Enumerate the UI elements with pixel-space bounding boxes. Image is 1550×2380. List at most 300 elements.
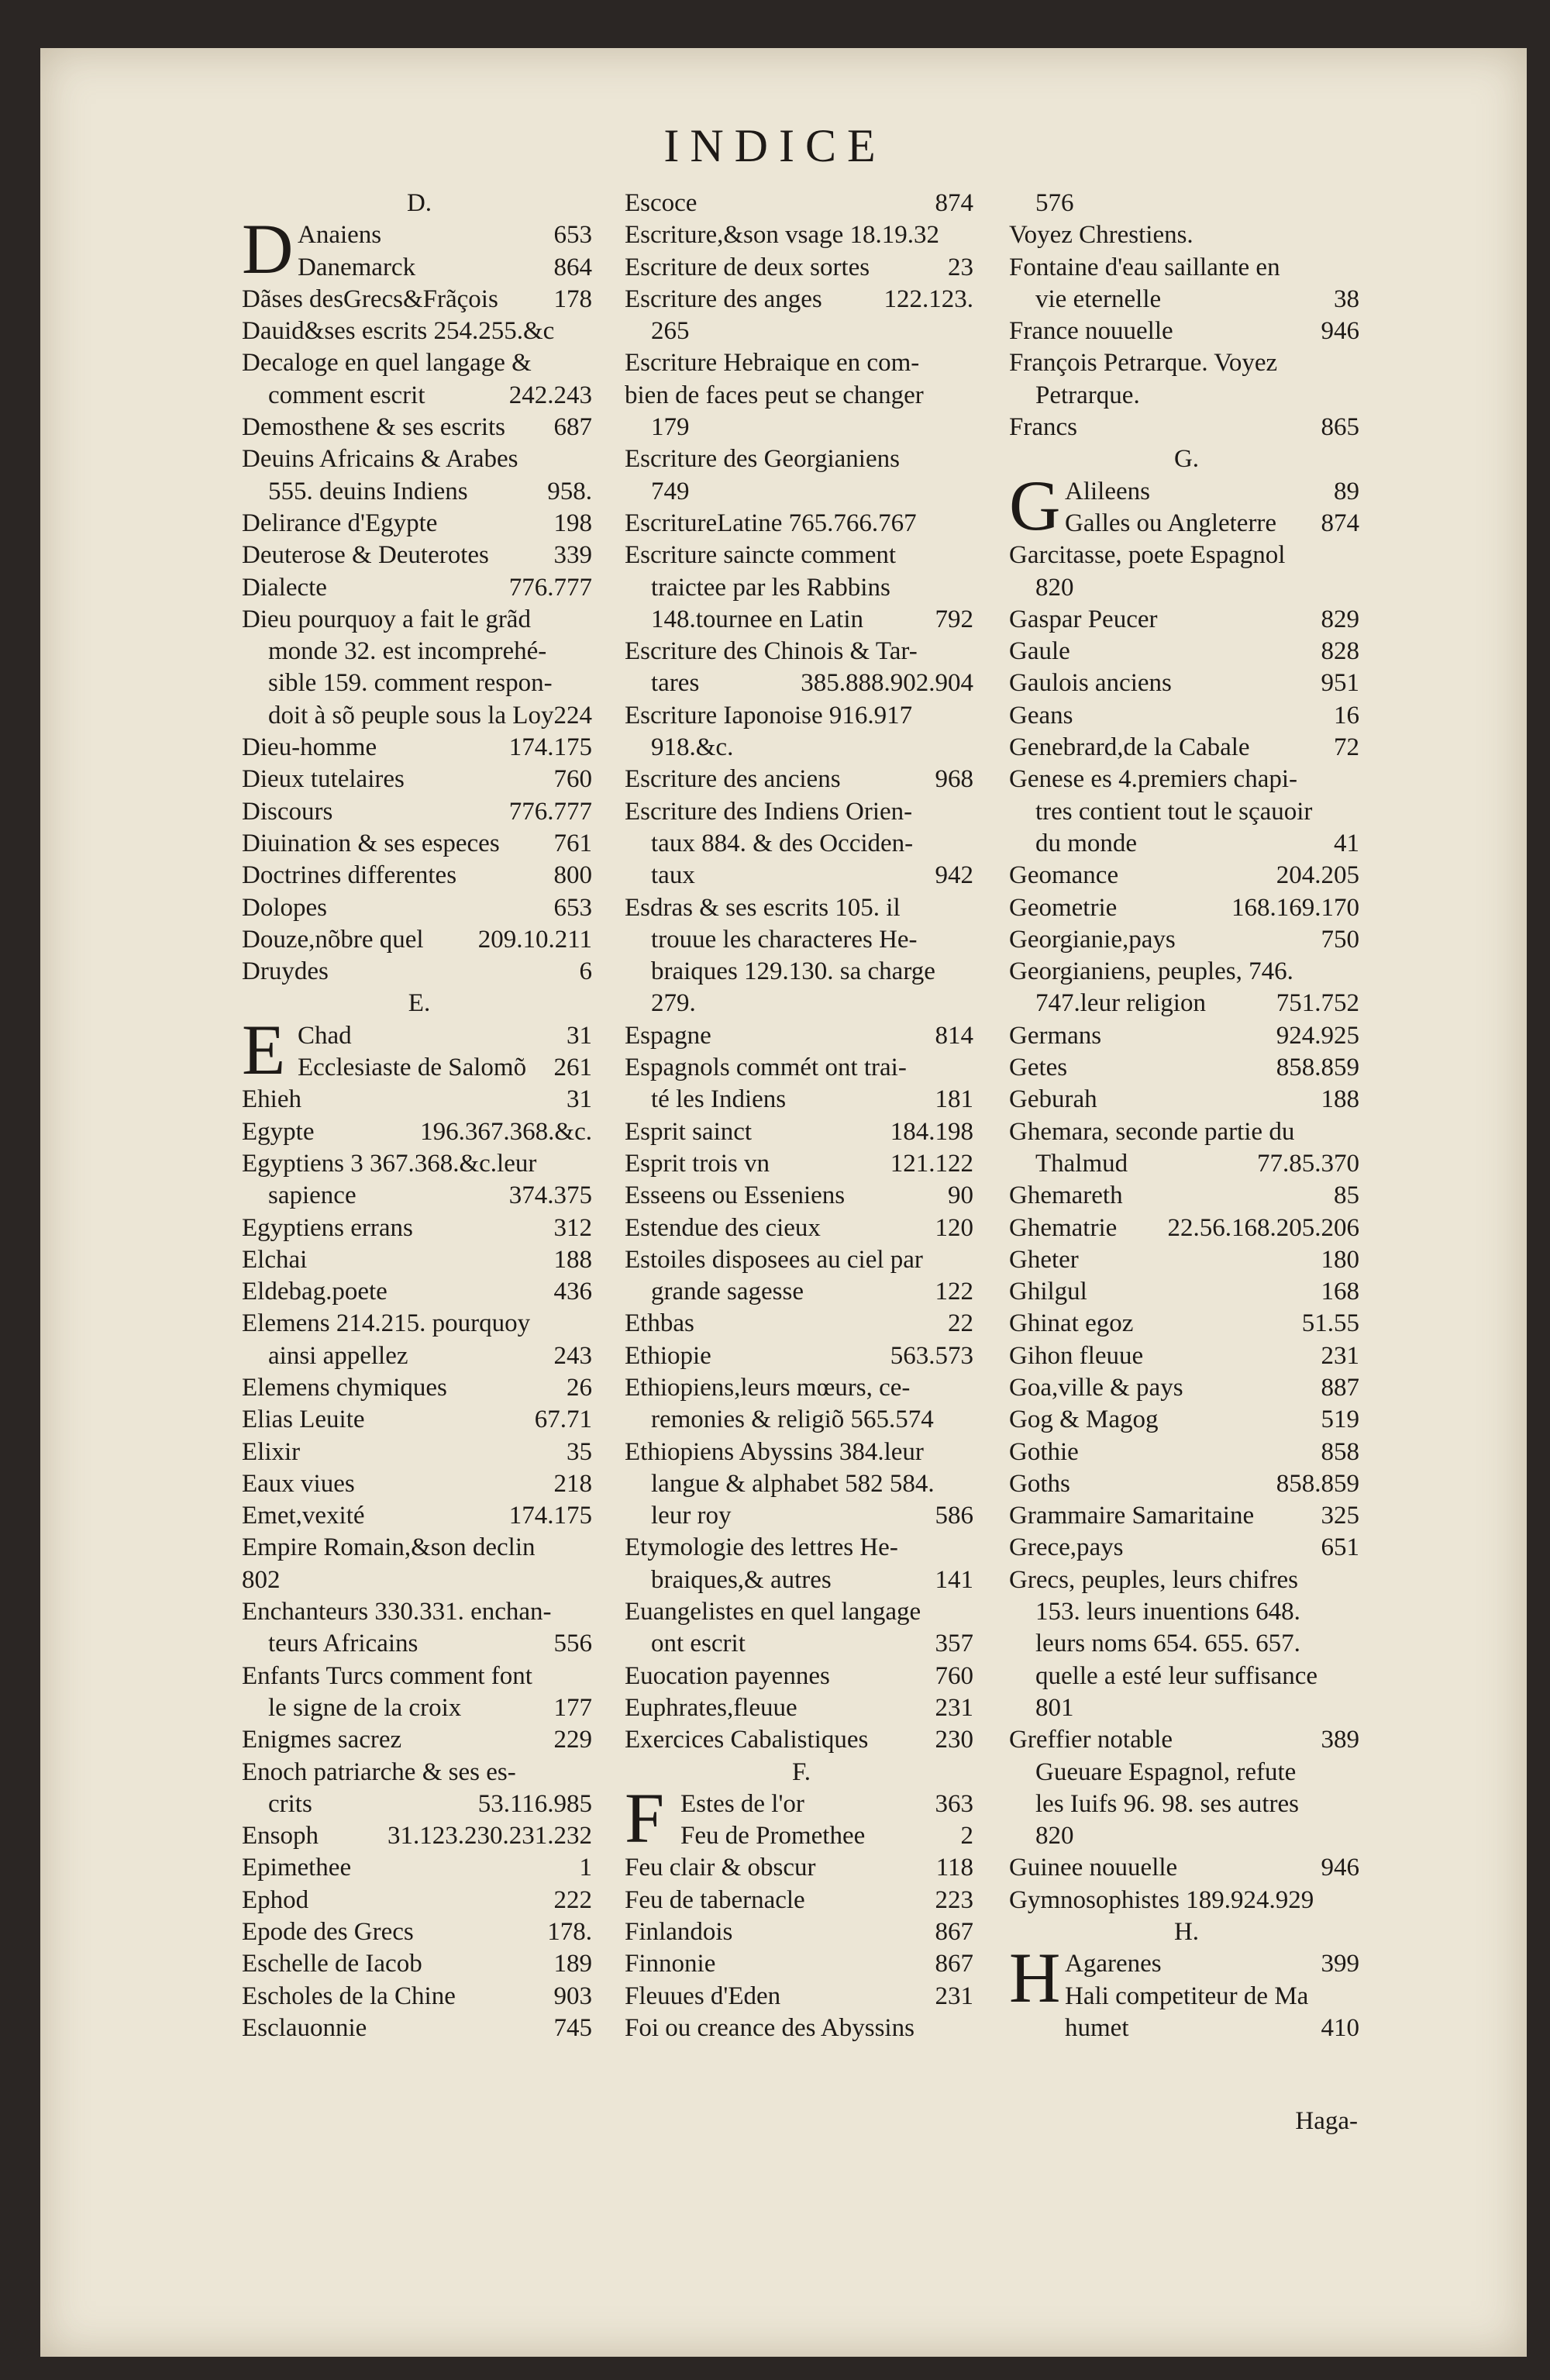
entry-term: Genese es 4.premiers chapi- xyxy=(1009,765,1298,794)
index-entry xyxy=(242,1757,597,1788)
entry-term: Eschelle de Iacob xyxy=(242,1950,422,1978)
index-entry xyxy=(242,1948,597,1980)
page-title: INDICE xyxy=(663,120,887,171)
index-entry xyxy=(1009,1724,1364,1756)
index-entry xyxy=(242,1052,597,1084)
index-entry xyxy=(242,1564,597,1596)
entry-term: Esdras & ses escrits 105. il xyxy=(625,893,901,922)
entry-page-ref: 858.859 xyxy=(1276,1054,1359,1082)
entry-page-ref: 363 xyxy=(935,1789,973,1818)
entry-term: France nouuelle xyxy=(1009,317,1173,346)
entry-page-ref: 924.925 xyxy=(1276,1021,1359,1050)
entry-term: Eaux viues xyxy=(242,1469,355,1498)
entry-term: Escriture des Chinois & Tar- xyxy=(625,637,918,666)
index-entry xyxy=(242,508,597,540)
index-entry xyxy=(625,924,978,956)
index-entry xyxy=(1009,1981,1364,2013)
entry-page-ref: 120 xyxy=(935,1213,973,1242)
section-heading: H. xyxy=(1173,1918,1200,1947)
entry-term: Galles ou Angleterre xyxy=(1065,509,1277,537)
entry-term: Espagnols commét ont trai- xyxy=(625,1054,907,1082)
index-entry xyxy=(1009,347,1364,379)
entry-term: Euphrates,fleuue xyxy=(625,1693,797,1722)
index-entry xyxy=(242,1724,597,1756)
entry-page-ref: 174.175 xyxy=(508,733,592,762)
entry-term: trouue les characteres He- xyxy=(651,925,918,954)
entry-page-ref: 968 xyxy=(935,765,973,794)
entry-page-ref: 867 xyxy=(935,1950,973,1978)
entry-term: Dieu pourquoy a fait le grãd xyxy=(242,605,531,633)
index-entry xyxy=(625,1212,978,1244)
index-entry xyxy=(242,764,597,795)
entry-page-ref: 951 xyxy=(1321,669,1359,698)
index-entry xyxy=(625,988,978,1019)
entry-term: Elias Leuite xyxy=(242,1406,365,1434)
entry-term: doit à sõ peuple sous la Loy xyxy=(268,701,554,730)
index-entry xyxy=(1009,1404,1364,1436)
entry-term: langue & alphabet 582 584. xyxy=(651,1469,935,1498)
index-entry xyxy=(1009,1564,1364,1596)
index-entry xyxy=(1009,1885,1364,1916)
entry-term: Diuination & ses especes xyxy=(242,829,500,857)
entry-term: 576 xyxy=(1035,189,1074,217)
entry-page-ref: 53.116.985 xyxy=(477,1789,592,1818)
entry-term: Grammaire Samaritaine xyxy=(1009,1502,1255,1530)
entry-page-ref: 436 xyxy=(553,1278,592,1306)
entry-page-ref: 751.752 xyxy=(1276,989,1359,1018)
entry-page-ref: 389 xyxy=(1321,1726,1359,1754)
entry-term: Deuins Africains & Arabes xyxy=(242,445,518,474)
entry-term: Discours xyxy=(242,797,333,826)
entry-page-ref: 761 xyxy=(553,829,592,857)
entry-term: Exercices Cabalistiques xyxy=(625,1726,869,1754)
index-entry: G Alileens 89 xyxy=(1009,465,1359,545)
index-entry xyxy=(625,1020,978,1052)
index-entry xyxy=(1009,732,1364,764)
index-entry xyxy=(242,1276,597,1308)
entry-term: Alileens xyxy=(1065,477,1150,505)
index-entry xyxy=(1009,1437,1364,1468)
index-entry xyxy=(625,1852,978,1884)
entry-term: Grece,pays xyxy=(1009,1533,1124,1562)
index-entry xyxy=(625,860,978,892)
entry-term: sapience xyxy=(268,1181,356,1210)
entry-term: 265 xyxy=(651,317,690,346)
entry-page-ref: 760 xyxy=(553,765,592,794)
entry-page-ref: 31 xyxy=(567,1085,592,1114)
index-entry xyxy=(1009,540,1364,571)
entry-page-ref: 867 xyxy=(935,1918,973,1947)
entry-page-ref: 563.573 xyxy=(890,1341,973,1370)
entry-page-ref: 180 xyxy=(1321,1245,1359,1274)
index-entry xyxy=(242,540,597,571)
index-entry xyxy=(242,252,597,284)
index-entry xyxy=(1009,412,1364,443)
entry-term: Danemarck xyxy=(298,253,416,281)
index-entry xyxy=(1009,1757,1364,1788)
entry-term: crits xyxy=(268,1789,312,1818)
entry-term: Gihon fleuue xyxy=(1009,1341,1144,1370)
entry-page-ref: 687 xyxy=(553,413,592,442)
entry-page-ref: 141 xyxy=(935,1565,973,1594)
entry-term: Ecclesiaste de Salomõ xyxy=(298,1054,527,1082)
entry-term: Gog & Magog xyxy=(1009,1406,1159,1434)
entry-term: Egypte xyxy=(242,1117,315,1146)
entry-term: Fleuues d'Eden xyxy=(625,1982,781,2010)
entry-term: Escoce xyxy=(625,189,698,217)
index-entry xyxy=(1009,572,1364,604)
entry-term: Hali competiteur de Ma xyxy=(1065,1982,1309,2010)
entry-page-ref: 243 xyxy=(553,1341,592,1370)
entry-term: Ghemareth xyxy=(1009,1181,1123,1210)
index-entry xyxy=(625,636,978,667)
index-entry xyxy=(625,1981,978,2013)
index-entry xyxy=(242,412,597,443)
index-entry xyxy=(1009,1596,1364,1628)
entry-term: Finnonie xyxy=(625,1950,716,1978)
entry-page-ref: 118 xyxy=(935,1854,973,1882)
index-entry xyxy=(625,667,978,699)
entry-page-ref: 188 xyxy=(1321,1085,1359,1114)
entry-term: Egyptiens errans xyxy=(242,1213,413,1242)
index-entry xyxy=(1009,219,1364,251)
entry-term: Escriture des anciens xyxy=(625,765,841,794)
entry-page-ref: 556 xyxy=(553,1630,592,1658)
entry-page-ref: 121.122 xyxy=(890,1149,973,1178)
entry-term: Fontaine d'eau saillante en xyxy=(1009,253,1280,281)
entry-term: leurs noms 654. 655. 657. xyxy=(1035,1630,1300,1658)
index-entry xyxy=(1009,188,1364,219)
entry-term: Enfants Turcs comment font xyxy=(242,1661,532,1690)
entry-page-ref: 760 xyxy=(935,1661,973,1690)
index-entry xyxy=(242,1628,597,1660)
entry-page-ref: 189 xyxy=(553,1950,592,1978)
entry-page-ref: 230 xyxy=(935,1726,973,1754)
entry-term: Esclauonnie xyxy=(242,2013,367,2042)
entry-term: Ethbas xyxy=(625,1309,694,1338)
entry-term: comment escrit xyxy=(268,381,425,409)
entry-term: Getes xyxy=(1009,1054,1068,1082)
entry-term: Goths xyxy=(1009,1469,1070,1498)
index-entry xyxy=(1009,828,1364,860)
index-entry xyxy=(625,572,978,604)
index-entry xyxy=(1009,1244,1364,1276)
entry-term: Georgianiens, peuples, 746. xyxy=(1009,957,1293,986)
index-entry xyxy=(1009,1532,1364,1564)
entry-term: Enigmes sacrez xyxy=(242,1726,402,1754)
entry-page-ref: 222 xyxy=(553,1885,592,1914)
index-entry xyxy=(1009,1372,1364,1404)
entry-term: 747.leur religion xyxy=(1035,989,1206,1018)
entry-term: Garcitasse, poete Espagnol xyxy=(1009,541,1286,570)
index-entry xyxy=(625,1596,978,1628)
entry-term: ainsi appellez xyxy=(268,1341,408,1370)
index-entry xyxy=(1009,892,1364,924)
entry-term: Feu clair & obscur xyxy=(625,1854,816,1882)
index-entry xyxy=(1009,1084,1364,1116)
entry-term: Druydes xyxy=(242,957,329,986)
index-entry xyxy=(625,219,978,251)
index-entry xyxy=(625,700,978,732)
entry-term: 279. xyxy=(651,989,696,1018)
entry-term: Escriture,&son vsage 18.19.32 xyxy=(625,221,940,250)
entry-page-ref: 814 xyxy=(935,1021,973,1050)
entry-page-ref: 231 xyxy=(935,1693,973,1722)
index-entry xyxy=(1009,604,1364,636)
entry-page-ref: 357 xyxy=(935,1630,973,1658)
entry-page-ref: 188 xyxy=(553,1245,592,1274)
index-entry xyxy=(625,508,978,540)
entry-term: Agarenes xyxy=(1065,1950,1162,1978)
section-heading: D. xyxy=(406,189,432,217)
entry-page-ref: 828 xyxy=(1321,637,1359,666)
entry-term: Esprit trois vn xyxy=(625,1149,770,1178)
index-entry: H Agarenes 399 xyxy=(1009,1938,1359,2018)
entry-page-ref: 181 xyxy=(935,1085,973,1114)
entry-page-ref: 745 xyxy=(553,2013,592,2042)
entry-term: teurs Africains xyxy=(268,1630,418,1658)
entry-term: Escriture des Georgianiens xyxy=(625,445,900,474)
entry-term: Ethiopiens Abyssins 384.leur xyxy=(625,1437,924,1466)
entry-term: Chad xyxy=(298,1021,352,1050)
section-heading: F. xyxy=(792,1757,811,1786)
entry-page-ref: 653 xyxy=(553,221,592,250)
entry-page-ref: 178. xyxy=(547,1918,592,1947)
entry-page-ref: 67.71 xyxy=(534,1406,592,1434)
index-entry xyxy=(625,828,978,860)
entry-page-ref: 41 xyxy=(1334,829,1359,857)
entry-term: Epode des Grecs xyxy=(242,1918,414,1947)
entry-term: vie eternelle xyxy=(1035,285,1162,313)
index-entry xyxy=(242,1212,597,1244)
index-entry xyxy=(242,1404,597,1436)
index-entry xyxy=(625,347,978,379)
index-entry xyxy=(242,604,597,636)
index-entry xyxy=(1009,860,1364,892)
entry-term: quelle a esté leur suffisance xyxy=(1035,1661,1318,1690)
entry-page-ref: 586 xyxy=(935,1502,973,1530)
entry-term: Demosthene & ses escrits xyxy=(242,413,506,442)
index-entry xyxy=(242,1084,597,1116)
entry-term: tres contient tout le sçauoir xyxy=(1035,797,1313,826)
entry-page-ref: 874 xyxy=(935,189,973,217)
index-entry xyxy=(1009,764,1364,795)
entry-page-ref: 339 xyxy=(553,541,592,570)
index-entry xyxy=(625,892,978,924)
entry-page-ref: 776.777 xyxy=(508,573,592,602)
index-entry xyxy=(1009,636,1364,667)
index-entry xyxy=(1009,2013,1364,2044)
entry-page-ref: 224 xyxy=(553,701,592,730)
index-entry xyxy=(242,700,597,732)
index-entry xyxy=(1009,1116,1364,1148)
index-entry: D Anaiens 653 xyxy=(242,209,592,289)
entry-page-ref: 410 xyxy=(1321,2013,1359,2042)
entry-page-ref: 23 xyxy=(948,253,973,281)
entry-page-ref: 399 xyxy=(1321,1950,1359,1978)
entry-page-ref: 651 xyxy=(1321,1533,1359,1562)
entry-term: les Iuifs 96. 98. ses autres xyxy=(1035,1789,1300,1818)
entry-term: Eldebag.poete xyxy=(242,1278,388,1306)
index-column-3 xyxy=(1009,188,1364,2044)
index-entry xyxy=(625,1404,978,1436)
entry-term: 148.tournee en Latin xyxy=(651,605,863,633)
entry-term: 153. leurs inuentions 648. xyxy=(1035,1598,1300,1626)
entry-page-ref: 958. xyxy=(547,477,592,505)
entry-page-ref: 218 xyxy=(553,1469,592,1498)
entry-page-ref: 38 xyxy=(1334,285,1359,313)
index-entry xyxy=(242,924,597,956)
index-entry xyxy=(625,764,978,795)
index-entry xyxy=(242,1148,597,1180)
entry-term: Escriture des Indiens Orien- xyxy=(625,797,913,826)
entry-term: Espagne xyxy=(625,1021,711,1050)
entry-term: Gaulois anciens xyxy=(1009,669,1172,698)
index-entry xyxy=(1009,988,1364,1019)
index-entry xyxy=(242,316,597,347)
entry-page-ref: 51.55 xyxy=(1301,1309,1359,1338)
entry-term: Finlandois xyxy=(625,1918,733,1947)
entry-term: Dãses desGrecs&Frãçois xyxy=(242,285,498,313)
entry-term: Ghematrie xyxy=(1009,1213,1118,1242)
entry-term: Ephod xyxy=(242,1885,309,1914)
entry-term: Elemens 214.215. pourquoy xyxy=(242,1309,531,1338)
entry-page-ref: 1 xyxy=(579,1854,592,1882)
entry-page-ref: 209.10.211 xyxy=(477,925,592,954)
index-entry xyxy=(242,956,597,988)
index-entry xyxy=(242,1692,597,1724)
entry-term: Esprit sainct xyxy=(625,1117,753,1146)
entry-page-ref: 903 xyxy=(553,1982,592,2010)
index-entry xyxy=(242,828,597,860)
index-entry xyxy=(625,1948,978,1980)
section-heading: G. xyxy=(1173,445,1200,474)
entry-page-ref: 374.375 xyxy=(508,1181,592,1210)
index-entry xyxy=(242,732,597,764)
index-entry xyxy=(625,1468,978,1500)
entry-term: Delirance d'Egypte xyxy=(242,509,438,537)
entry-term: 802 xyxy=(242,1565,281,1594)
index-entry xyxy=(625,1661,978,1692)
entry-term: Feu de tabernacle xyxy=(625,1885,805,1914)
entry-page-ref: 72 xyxy=(1334,733,1359,762)
entry-term: Ehieh xyxy=(242,1085,301,1114)
entry-term: du monde xyxy=(1035,829,1138,857)
entry-term: Geburah xyxy=(1009,1085,1097,1114)
entry-term: Grecs, peuples, leurs chifres xyxy=(1009,1565,1298,1594)
index-entry xyxy=(625,1308,978,1340)
index-entry xyxy=(625,1180,978,1212)
index-entry xyxy=(625,1084,978,1116)
entry-term: Escholes de la Chine xyxy=(242,1982,456,2010)
entry-term: Dieux tutelaires xyxy=(242,765,405,794)
entry-term: monde 32. est incomprehé- xyxy=(268,637,547,666)
index-entry xyxy=(242,1788,597,1820)
index-entry xyxy=(1009,284,1364,316)
index-entry xyxy=(242,1308,597,1340)
index-entry xyxy=(242,1532,597,1564)
index-entry xyxy=(1009,1340,1364,1372)
entry-page-ref: 653 xyxy=(553,893,592,922)
entry-page-ref: 312 xyxy=(553,1213,592,1242)
index-entry xyxy=(625,732,978,764)
entry-page-ref: 858.859 xyxy=(1276,1469,1359,1498)
entry-page-ref: 829 xyxy=(1321,605,1359,633)
entry-page-ref: 90 xyxy=(948,1181,973,1210)
entry-term: Dieu-homme xyxy=(242,733,377,762)
entry-term: Escriture saincte comment xyxy=(625,541,897,570)
index-entry xyxy=(1009,924,1364,956)
entry-page-ref: 198 xyxy=(553,509,592,537)
entry-term: Elemens chymiques xyxy=(242,1373,447,1402)
entry-term: Euangelistes en quel langage xyxy=(625,1598,921,1626)
index-entry xyxy=(242,1820,597,1852)
entry-term: Elchai xyxy=(242,1245,308,1274)
index-entry xyxy=(1009,1692,1364,1724)
index-entry xyxy=(1009,1020,1364,1052)
index-entry xyxy=(242,1372,597,1404)
index-entry xyxy=(242,1916,597,1948)
entry-page-ref: 6 xyxy=(579,957,592,986)
entry-page-ref: 177 xyxy=(553,1693,592,1722)
index-entry xyxy=(242,380,597,412)
entry-term: sible 159. comment respon- xyxy=(268,669,553,698)
index-entry xyxy=(1009,1788,1364,1820)
entry-term: Dolopes xyxy=(242,893,327,922)
entry-term: Gothie xyxy=(1009,1437,1079,1466)
entry-page-ref: 174.175 xyxy=(508,1502,592,1530)
index-column-2 xyxy=(625,188,978,2044)
index-entry xyxy=(625,1437,978,1468)
entry-page-ref: 242.243 xyxy=(508,381,592,409)
entry-term: Georgianie,pays xyxy=(1009,925,1176,954)
entry-page-ref: 325 xyxy=(1321,1502,1359,1530)
entry-term: 820 xyxy=(1035,1822,1074,1851)
entry-term: Euocation payennes xyxy=(625,1661,830,1690)
entry-term: taux xyxy=(651,861,695,890)
index-entry xyxy=(1009,1212,1364,1244)
index-entry xyxy=(242,1437,597,1468)
index-entry xyxy=(625,1885,978,1916)
entry-term: 820 xyxy=(1035,573,1074,602)
entry-page-ref: 865 xyxy=(1321,413,1359,442)
entry-term: Ghilgul xyxy=(1009,1278,1087,1306)
index-entry xyxy=(242,1180,597,1212)
entry-page-ref: 946 xyxy=(1321,1854,1359,1882)
entry-page-ref: 874 xyxy=(1321,509,1359,537)
index-entry xyxy=(625,956,978,988)
entry-page-ref: 16 xyxy=(1334,701,1359,730)
index-entry xyxy=(625,380,978,412)
index-entry xyxy=(625,1628,978,1660)
index-entry xyxy=(625,476,978,508)
index-entry xyxy=(1009,252,1364,284)
entry-page-ref: 864 xyxy=(553,253,592,281)
entry-term: Greffier notable xyxy=(1009,1726,1173,1754)
entry-term: Voyez Chrestiens. xyxy=(1009,221,1194,250)
index-entry xyxy=(242,1981,597,2013)
entry-term: Foi ou creance des Abyssins xyxy=(625,2013,914,2042)
entry-page-ref: 800 xyxy=(553,861,592,890)
entry-term: Geans xyxy=(1009,701,1073,730)
index-entry xyxy=(242,443,597,475)
entry-page-ref: 178 xyxy=(553,285,592,313)
index-entry xyxy=(1009,380,1364,412)
entry-term: remonies & religiõ 565.574 xyxy=(651,1406,934,1434)
entry-term: Thalmud xyxy=(1035,1149,1128,1178)
index-entry xyxy=(625,1500,978,1532)
entry-term: Enchanteurs 330.331. enchan- xyxy=(242,1598,552,1626)
